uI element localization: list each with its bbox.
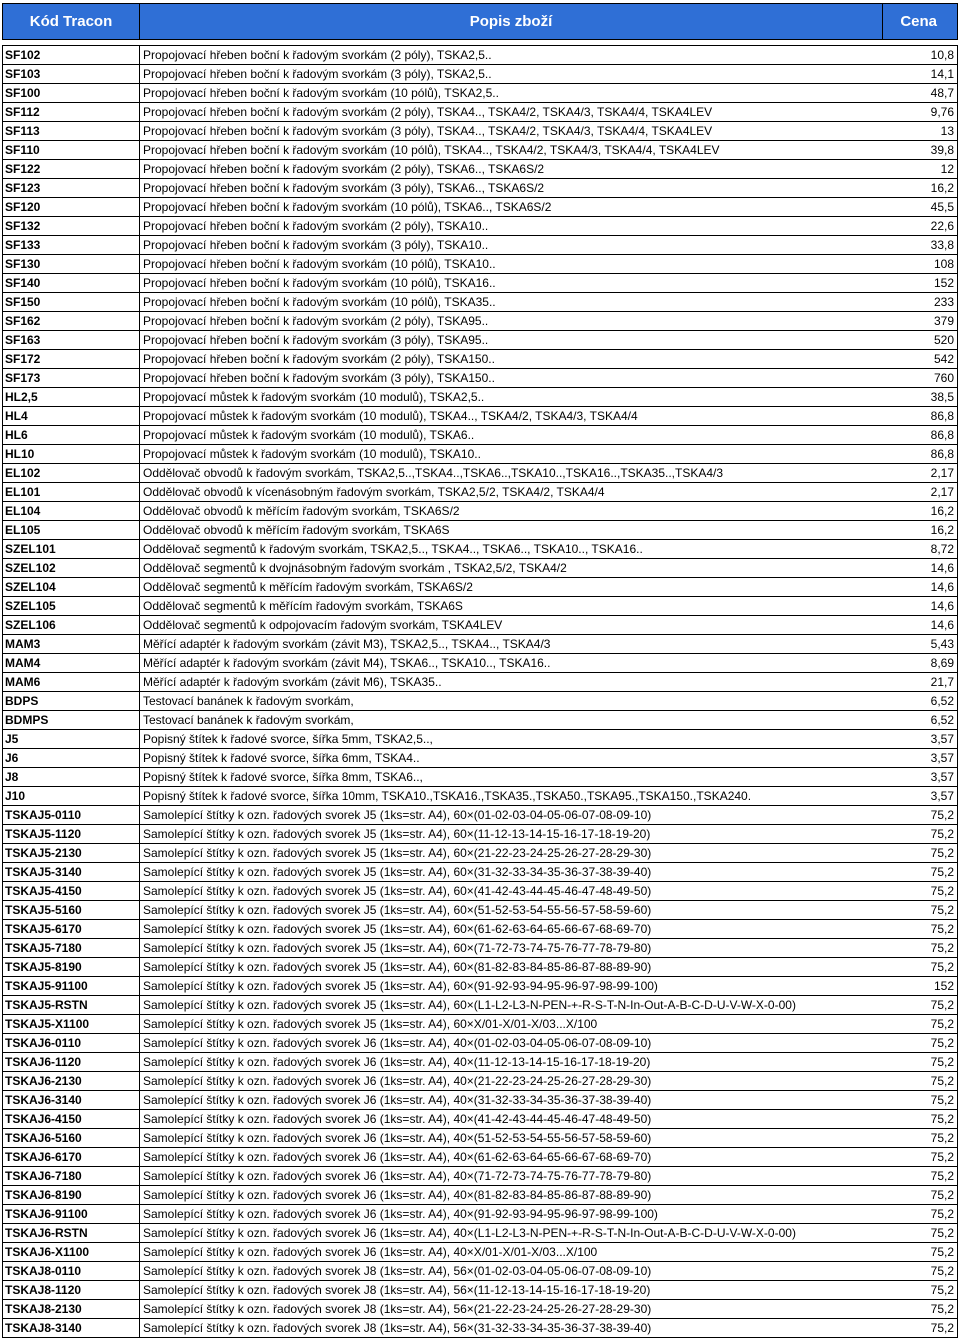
table-row [3, 844, 958, 863]
table-row [3, 1167, 958, 1186]
product-description: Propojovací hřeben boční k řadovým svorkám (3 póly), TSKA150.. [140, 369, 883, 388]
product-price: 75,2 [883, 1319, 958, 1338]
product-price: 75,2 [883, 1300, 958, 1319]
product-code: TSKAJ6-2130 [3, 1072, 140, 1091]
product-description: Testovací banánek k řadovým svorkám, [140, 692, 883, 711]
product-code: MAM4 [3, 654, 140, 673]
product-price: 6,52 [883, 692, 958, 711]
product-price: 75,2 [883, 1110, 958, 1129]
product-price: 75,2 [883, 1262, 958, 1281]
product-description: Samolepící štítky k ozn. řadových svorek J6 (1ks=str. A4), 40×(31-32-33-34-35-36-37-38-39-40) [140, 1091, 883, 1110]
product-price: 75,2 [883, 1015, 958, 1034]
product-price: 21,7 [883, 673, 958, 692]
table-row [3, 1148, 958, 1167]
product-price: 75,2 [883, 1167, 958, 1186]
product-price: 14,6 [883, 559, 958, 578]
table-row [3, 1072, 958, 1091]
table-row [3, 255, 958, 274]
table-row [3, 939, 958, 958]
product-description: Popisný štítek k řadové svorce, šířka 8mm, TSKA6.., [140, 768, 883, 787]
table-row [3, 977, 958, 996]
table-row [3, 1205, 958, 1224]
table-row [3, 730, 958, 749]
product-price: 86,8 [883, 445, 958, 464]
product-price: 8,69 [883, 654, 958, 673]
table-row [3, 1224, 958, 1243]
product-code: HL2,5 [3, 388, 140, 407]
product-price: 39,8 [883, 141, 958, 160]
product-description: Samolepící štítky k ozn. řadových svorek J5 (1ks=str. A4), 60×(91-92-93-94-95-96-97-98-99-100) [140, 977, 883, 996]
product-code: SF123 [3, 179, 140, 198]
product-description: Propojovací hřeben boční k řadovým svorkám (2 póly), TSKA10.. [140, 217, 883, 236]
product-description: Oddělovač segmentů k odpojovacím řadovým svorkám, TSKA4LEV [140, 616, 883, 635]
product-description: Samolepící štítky k ozn. řadových svorek J6 (1ks=str. A4), 40×(71-72-73-74-75-76-77-78-79-80) [140, 1167, 883, 1186]
product-code: TSKAJ5-2130 [3, 844, 140, 863]
product-code: TSKAJ6-8190 [3, 1186, 140, 1205]
product-description: Samolepící štítky k ozn. řadových svorek J5 (1ks=str. A4), 60×(51-52-53-54-55-56-57-58-59-60) [140, 901, 883, 920]
table-row [3, 179, 958, 198]
product-description: Oddělovač obvodů k měřícím řadovým svorkám, TSKA6S [140, 521, 883, 540]
product-description: Měřící adaptér k řadovým svorkám (závit M3), TSKA2,5.., TSKA4.., TSKA4/3 [140, 635, 883, 654]
product-code: TSKAJ6-5160 [3, 1129, 140, 1148]
table-row [3, 673, 958, 692]
product-price: 75,2 [883, 920, 958, 939]
product-code: TSKAJ5-7180 [3, 939, 140, 958]
table-row [3, 749, 958, 768]
product-code: HL10 [3, 445, 140, 464]
product-price: 75,2 [883, 863, 958, 882]
product-code: SF103 [3, 65, 140, 84]
table-row [3, 1300, 958, 1319]
product-description: Propojovací hřeben boční k řadovým svorkám (3 póly), TSKA10.. [140, 236, 883, 255]
product-price: 5,43 [883, 635, 958, 654]
product-price: 10,8 [883, 46, 958, 65]
product-description: Samolepící štítky k ozn. řadových svorek J6 (1ks=str. A4), 40×(11-12-13-14-15-16-17-18-19-20) [140, 1053, 883, 1072]
product-code: MAM3 [3, 635, 140, 654]
product-description: Propojovací hřeben boční k řadovým svorkám (2 póly), TSKA6.., TSKA6S/2 [140, 160, 883, 179]
product-code: J6 [3, 749, 140, 768]
product-description: Samolepící štítky k ozn. řadových svorek J5 (1ks=str. A4), 60×(11-12-13-14-15-16-17-18-19-20) [140, 825, 883, 844]
table-row [3, 901, 958, 920]
product-code: SF102 [3, 46, 140, 65]
product-description: Propojovací hřeben boční k řadovým svorkám (3 póly), TSKA95.. [140, 331, 883, 350]
product-code: EL101 [3, 483, 140, 502]
column-header-price: Cena [883, 4, 958, 40]
table-row [3, 84, 958, 103]
product-price: 16,2 [883, 502, 958, 521]
price-list-table [2, 3, 958, 1338]
product-price: 22,6 [883, 217, 958, 236]
table-row [3, 920, 958, 939]
product-description: Samolepící štítky k ozn. řadových svorek J6 (1ks=str. A4), 40×(51-52-53-54-55-56-57-58-59-60) [140, 1129, 883, 1148]
product-price: 75,2 [883, 901, 958, 920]
table-row [3, 578, 958, 597]
product-description: Oddělovač segmentů k měřícím řadovým svorkám, TSKA6S/2 [140, 578, 883, 597]
product-price: 75,2 [883, 958, 958, 977]
product-description: Samolepící štítky k ozn. řadových svorek J5 (1ks=str. A4), 60×(21-22-23-24-25-26-27-28-29-30) [140, 844, 883, 863]
table-row [3, 141, 958, 160]
product-description: Samolepící štítky k ozn. řadových svorek J5 (1ks=str. A4), 60×(81-82-83-84-85-86-87-88-89-90) [140, 958, 883, 977]
product-code: TSKAJ5-X1100 [3, 1015, 140, 1034]
product-code: TSKAJ5-0110 [3, 806, 140, 825]
table-row [3, 996, 958, 1015]
table-row [3, 274, 958, 293]
table-row [3, 1129, 958, 1148]
table-row [3, 616, 958, 635]
product-code: TSKAJ6-7180 [3, 1167, 140, 1186]
product-code: SF163 [3, 331, 140, 350]
product-description: Oddělovač obvodů k řadovým svorkám, TSKA2,5..,TSKA4..,TSKA6..,TSKA10..,TSKA16..,TSKA35..,TSKA4/3 [140, 464, 883, 483]
product-code: SF112 [3, 103, 140, 122]
product-code: TSKAJ6-X1100 [3, 1243, 140, 1262]
product-description: Propojovací hřeben boční k řadovým svorkám (3 póly), TSKA4.., TSKA4/2, TSKA4/3, TSKA4/4, TSKA4LEV [140, 122, 883, 141]
product-code: SF132 [3, 217, 140, 236]
table-row [3, 692, 958, 711]
product-price: 75,2 [883, 1281, 958, 1300]
product-description: Samolepící štítky k ozn. řadových svorek J6 (1ks=str. A4), 40×(81-82-83-84-85-86-87-88-89-90) [140, 1186, 883, 1205]
product-description: Oddělovač segmentů k řadovým svorkám, TSKA2,5.., TSKA4.., TSKA6.., TSKA10.., TSKA16.. [140, 540, 883, 559]
table-row [3, 540, 958, 559]
product-description: Propojovací hřeben boční k řadovým svorkám (10 pólů), TSKA16.. [140, 274, 883, 293]
product-price: 75,2 [883, 1053, 958, 1072]
product-code: SF122 [3, 160, 140, 179]
table-row [3, 483, 958, 502]
product-description: Propojovací můstek k řadovým svorkám (10 modulů), TSKA2,5.. [140, 388, 883, 407]
product-price: 9,76 [883, 103, 958, 122]
product-price: 108 [883, 255, 958, 274]
column-header-description: Popis zboží [140, 4, 883, 40]
product-description: Propojovací hřeben boční k řadovým svorkám (10 pólů), TSKA2,5.. [140, 84, 883, 103]
product-price: 152 [883, 977, 958, 996]
product-description: Testovací banánek k řadovým svorkám, [140, 711, 883, 730]
product-code: MAM6 [3, 673, 140, 692]
product-code: SZEL104 [3, 578, 140, 597]
table-row [3, 445, 958, 464]
table-row [3, 825, 958, 844]
product-code: SZEL106 [3, 616, 140, 635]
product-description: Samolepící štítky k ozn. řadových svorek J6 (1ks=str. A4), 40×(L1-L2-L3-N-PEN-+-R-S-T-N-In-Out-A-B-C-D-U-V-W-X-0-00) [140, 1224, 883, 1243]
table-row [3, 160, 958, 179]
table-row [3, 1281, 958, 1300]
product-description: Propojovací hřeben boční k řadovým svorkám (3 póly), TSKA6.., TSKA6S/2 [140, 179, 883, 198]
table-row [3, 198, 958, 217]
product-price: 14,6 [883, 597, 958, 616]
table-row [3, 236, 958, 255]
table-row [3, 711, 958, 730]
product-price: 75,2 [883, 844, 958, 863]
product-description: Propojovací můstek k řadovým svorkám (10 modulů), TSKA4.., TSKA4/2, TSKA4/3, TSKA4/4 [140, 407, 883, 426]
product-price: 75,2 [883, 996, 958, 1015]
product-description: Samolepící štítky k ozn. řadových svorek J5 (1ks=str. A4), 60×X/01-X/01-X/03...X/100 [140, 1015, 883, 1034]
table-header [3, 4, 958, 40]
product-price: 75,2 [883, 1091, 958, 1110]
product-code: TSKAJ8-0110 [3, 1262, 140, 1281]
table-row [3, 806, 958, 825]
product-description: Oddělovač segmentů k dvojnásobným řadovým svorkám , TSKA2,5/2, TSKA4/2 [140, 559, 883, 578]
product-price: 75,2 [883, 1243, 958, 1262]
product-description: Propojovací hřeben boční k řadovým svorkám (2 póly), TSKA2,5.. [140, 46, 883, 65]
product-code: TSKAJ8-2130 [3, 1300, 140, 1319]
product-code: BDMPS [3, 711, 140, 730]
product-code: TSKAJ6-91100 [3, 1205, 140, 1224]
product-description: Samolepící štítky k ozn. řadových svorek J8 (1ks=str. A4), 56×(21-22-23-24-25-26-27-28-29-30) [140, 1300, 883, 1319]
product-code: TSKAJ6-0110 [3, 1034, 140, 1053]
product-code: TSKAJ6-6170 [3, 1148, 140, 1167]
product-description: Samolepící štítky k ozn. řadových svorek J8 (1ks=str. A4), 56×(01-02-03-04-05-06-07-08-09-10) [140, 1262, 883, 1281]
product-description: Oddělovač segmentů k měřícím řadovým svorkám, TSKA6S [140, 597, 883, 616]
product-code: TSKAJ5-6170 [3, 920, 140, 939]
product-code: SF133 [3, 236, 140, 255]
product-price: 3,57 [883, 768, 958, 787]
product-code: TSKAJ8-3140 [3, 1319, 140, 1338]
product-description: Propojovací hřeben boční k řadovým svorkám (2 póly), TSKA150.. [140, 350, 883, 369]
product-price: 760 [883, 369, 958, 388]
product-description: Propojovací můstek k řadovým svorkám (10 modulů), TSKA10.. [140, 445, 883, 464]
product-code: TSKAJ6-3140 [3, 1091, 140, 1110]
product-price: 75,2 [883, 1186, 958, 1205]
product-code: SF162 [3, 312, 140, 331]
product-description: Měřící adaptér k řadovým svorkám (závit M4), TSKA6.., TSKA10.., TSKA16.. [140, 654, 883, 673]
product-price: 75,2 [883, 1205, 958, 1224]
product-price: 14,6 [883, 616, 958, 635]
product-code: TSKAJ5-91100 [3, 977, 140, 996]
table-row [3, 597, 958, 616]
product-description: Propojovací hřeben boční k řadovým svorkám (2 póly), TSKA4.., TSKA4/2, TSKA4/3, TSKA4/4, TSKA4LEV [140, 103, 883, 122]
product-price: 542 [883, 350, 958, 369]
product-price: 14,1 [883, 65, 958, 84]
product-code: J8 [3, 768, 140, 787]
table-row [3, 654, 958, 673]
product-price: 33,8 [883, 236, 958, 255]
product-code: SF130 [3, 255, 140, 274]
table-row [3, 1110, 958, 1129]
product-price: 75,2 [883, 1072, 958, 1091]
product-description: Popisný štítek k řadové svorce, šířka 5mm, TSKA2,5.., [140, 730, 883, 749]
table-row [3, 388, 958, 407]
product-description: Samolepící štítky k ozn. řadových svorek J5 (1ks=str. A4), 60×(71-72-73-74-75-76-77-78-79-80) [140, 939, 883, 958]
table-row [3, 1186, 958, 1205]
table-row [3, 217, 958, 236]
product-price: 233 [883, 293, 958, 312]
table-row [3, 46, 958, 65]
table-row [3, 312, 958, 331]
product-price: 75,2 [883, 1034, 958, 1053]
product-code: SF120 [3, 198, 140, 217]
product-code: TSKAJ5-RSTN [3, 996, 140, 1015]
product-price: 16,2 [883, 521, 958, 540]
product-price: 2,17 [883, 483, 958, 502]
product-code: SZEL101 [3, 540, 140, 559]
table-row [3, 65, 958, 84]
table-row [3, 369, 958, 388]
product-code: SF113 [3, 122, 140, 141]
table-row [3, 863, 958, 882]
product-description: Samolepící štítky k ozn. řadových svorek J6 (1ks=str. A4), 40×(21-22-23-24-25-26-27-28-29-30) [140, 1072, 883, 1091]
product-code: TSKAJ5-8190 [3, 958, 140, 977]
product-price: 12 [883, 160, 958, 179]
table-row [3, 122, 958, 141]
product-price: 152 [883, 274, 958, 293]
product-code: TSKAJ6-4150 [3, 1110, 140, 1129]
product-code: SF140 [3, 274, 140, 293]
table-row [3, 350, 958, 369]
product-price: 16,2 [883, 179, 958, 198]
table-row [3, 958, 958, 977]
product-description: Samolepící štítky k ozn. řadových svorek J6 (1ks=str. A4), 40×(91-92-93-94-95-96-97-98-99-100) [140, 1205, 883, 1224]
product-price: 75,2 [883, 882, 958, 901]
table-row [3, 1091, 958, 1110]
product-description: Propojovací hřeben boční k řadovým svorkám (3 póly), TSKA2,5.. [140, 65, 883, 84]
product-code: SZEL102 [3, 559, 140, 578]
product-code: J10 [3, 787, 140, 806]
product-code: TSKAJ6-RSTN [3, 1224, 140, 1243]
table-row [3, 103, 958, 122]
product-description: Propojovací hřeben boční k řadovým svorkám (2 póly), TSKA95.. [140, 312, 883, 331]
product-description: Propojovací hřeben boční k řadovým svorkám (10 pólů), TSKA4.., TSKA4/2, TSKA4/3, TSKA4/4, TSKA4LEV [140, 141, 883, 160]
product-price: 86,8 [883, 426, 958, 445]
product-price: 38,5 [883, 388, 958, 407]
product-description: Oddělovač obvodů k vícenásobným řadovým svorkám, TSKA2,5/2, TSKA4/2, TSKA4/4 [140, 483, 883, 502]
table-row [3, 1243, 958, 1262]
table-row [3, 407, 958, 426]
product-price: 75,2 [883, 1129, 958, 1148]
product-price: 379 [883, 312, 958, 331]
product-code: EL105 [3, 521, 140, 540]
table-row [3, 882, 958, 901]
product-price: 3,57 [883, 787, 958, 806]
product-code: SF172 [3, 350, 140, 369]
product-code: TSKAJ8-1120 [3, 1281, 140, 1300]
table-row [3, 559, 958, 578]
product-price: 520 [883, 331, 958, 350]
product-description: Samolepící štítky k ozn. řadových svorek J6 (1ks=str. A4), 40×(01-02-03-04-05-06-07-08-09-10) [140, 1034, 883, 1053]
product-code: BDPS [3, 692, 140, 711]
product-price: 45,5 [883, 198, 958, 217]
product-description: Samolepící štítky k ozn. řadových svorek J5 (1ks=str. A4), 60×(01-02-03-04-05-06-07-08-09-10) [140, 806, 883, 825]
product-description: Samolepící štítky k ozn. řadových svorek J8 (1ks=str. A4), 56×(31-32-33-34-35-36-37-38-39-40) [140, 1319, 883, 1338]
product-description: Samolepící štítky k ozn. řadových svorek J5 (1ks=str. A4), 60×(L1-L2-L3-N-PEN-+-R-S-T-N-In-Out-A-B-C-D-U-V-W-X-0-00) [140, 996, 883, 1015]
product-price: 75,2 [883, 1148, 958, 1167]
table-row [3, 1319, 958, 1338]
table-row [3, 426, 958, 445]
product-price: 3,57 [883, 730, 958, 749]
product-code: TSKAJ5-4150 [3, 882, 140, 901]
table-row [3, 521, 958, 540]
product-price: 14,6 [883, 578, 958, 597]
product-description: Samolepící štítky k ozn. řadových svorek J5 (1ks=str. A4), 60×(61-62-63-64-65-66-67-68-69-70) [140, 920, 883, 939]
product-description: Samolepící štítky k ozn. řadových svorek J6 (1ks=str. A4), 40×(41-42-43-44-45-46-47-48-49-50) [140, 1110, 883, 1129]
product-price: 75,2 [883, 825, 958, 844]
product-price: 6,52 [883, 711, 958, 730]
product-description: Samolepící štítky k ozn. řadových svorek J6 (1ks=str. A4), 40×(61-62-63-64-65-66-67-68-69-70) [140, 1148, 883, 1167]
table-row [3, 1262, 958, 1281]
product-description: Oddělovač obvodů k měřícím řadovým svorkám, TSKA6S/2 [140, 502, 883, 521]
product-code: SF100 [3, 84, 140, 103]
product-price: 8,72 [883, 540, 958, 559]
product-code: HL4 [3, 407, 140, 426]
product-code: SF110 [3, 141, 140, 160]
product-description: Propojovací hřeben boční k řadovým svorkám (10 pólů), TSKA35.. [140, 293, 883, 312]
table-row [3, 1034, 958, 1053]
product-price: 2,17 [883, 464, 958, 483]
product-code: TSKAJ6-1120 [3, 1053, 140, 1072]
table-row [3, 1015, 958, 1034]
product-code: EL104 [3, 502, 140, 521]
product-price: 3,57 [883, 749, 958, 768]
table-row [3, 768, 958, 787]
product-description: Samolepící štítky k ozn. řadových svorek J5 (1ks=str. A4), 60×(41-42-43-44-45-46-47-48-49-50) [140, 882, 883, 901]
product-description: Samolepící štítky k ozn. řadových svorek J8 (1ks=str. A4), 56×(11-12-13-14-15-16-17-18-19-20) [140, 1281, 883, 1300]
product-description: Propojovací hřeben boční k řadovým svorkám (10 pólů), TSKA10.. [140, 255, 883, 274]
product-description: Popisný štítek k řadové svorce, šířka 10mm, TSKA10.,TSKA16.,TSKA35.,TSKA50.,TSKA95.,TSKA150.,TSKA240. [140, 787, 883, 806]
product-price: 13 [883, 122, 958, 141]
product-code: SF173 [3, 369, 140, 388]
product-code: J5 [3, 730, 140, 749]
table-row [3, 1053, 958, 1072]
product-code: HL6 [3, 426, 140, 445]
product-code: EL102 [3, 464, 140, 483]
product-description: Popisný štítek k řadové svorce, šířka 6mm, TSKA4.. [140, 749, 883, 768]
product-code: TSKAJ5-5160 [3, 901, 140, 920]
table-row [3, 293, 958, 312]
column-header-code: Kód Tracon [3, 4, 140, 40]
product-description: Propojovací hřeben boční k řadovým svorkám (10 pólů), TSKA6.., TSKA6S/2 [140, 198, 883, 217]
product-description: Samolepící štítky k ozn. řadových svorek J6 (1ks=str. A4), 40×X/01-X/01-X/03...X/100 [140, 1243, 883, 1262]
product-price: 75,2 [883, 939, 958, 958]
table-row [3, 464, 958, 483]
table-body [3, 40, 958, 1338]
product-price: 75,2 [883, 806, 958, 825]
product-code: TSKAJ5-1120 [3, 825, 140, 844]
product-code: TSKAJ5-3140 [3, 863, 140, 882]
table-row [3, 502, 958, 521]
product-description: Samolepící štítky k ozn. řadových svorek J5 (1ks=str. A4), 60×(31-32-33-34-35-36-37-38-39-40) [140, 863, 883, 882]
product-price: 75,2 [883, 1224, 958, 1243]
product-description: Měřící adaptér k řadovým svorkám (závit M6), TSKA35.. [140, 673, 883, 692]
product-price: 86,8 [883, 407, 958, 426]
table-row [3, 331, 958, 350]
table-row [3, 635, 958, 654]
product-code: SF150 [3, 293, 140, 312]
product-description: Propojovací můstek k řadovým svorkám (10 modulů), TSKA6.. [140, 426, 883, 445]
product-code: SZEL105 [3, 597, 140, 616]
product-price: 48,7 [883, 84, 958, 103]
table-row [3, 787, 958, 806]
